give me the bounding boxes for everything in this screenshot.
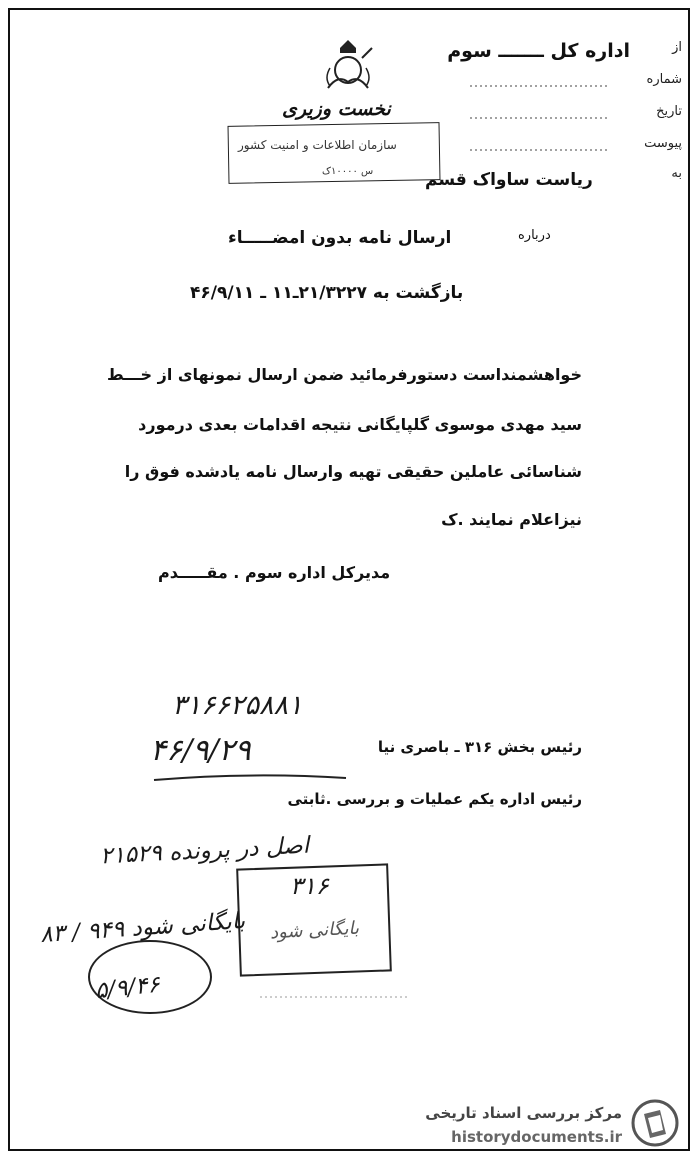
stamp-dotted-line [260, 992, 420, 1002]
body-line-3: شناسائی عاملین حقیقی تهیه وارسال نامه یادشده فوق را [124, 462, 582, 481]
subject-label: درباره [518, 228, 551, 243]
attachment-label: پیوست [644, 136, 682, 151]
archive-stamp-number: ۳۱۶ [290, 872, 329, 900]
from-label: از [672, 40, 682, 55]
from-value: اداره کل ـــــــ سوم [447, 40, 630, 62]
footer-url: historydocuments.ir [451, 1128, 622, 1146]
handwritten-number: ۳۱۶۶۲۵۸۸۱ [172, 690, 303, 721]
reference-number: بازگشت به ۲۱/۳۲۲۷ـ۱۱ ـ ۴۶/۹/۱۱ [190, 283, 464, 303]
subject-value: ارسال نامه بدون امضـــــاء [228, 228, 452, 248]
handwritten-binder-note: بایگانی شود ۹۴۹ / ۸۳ [39, 907, 246, 949]
archive-stamp-text: بایگانی شود [269, 917, 360, 944]
archive-logo-icon [630, 1098, 680, 1148]
header-field-lines [470, 70, 620, 170]
addressee: ریاست ساواک قسم [425, 170, 593, 190]
handwritten-underline [150, 770, 350, 786]
number-label: شماره [646, 72, 682, 87]
handwritten-date: ۴۶/۹/۲۹ [150, 733, 251, 768]
cc-line-1: رئیس بخش ۳۱۶ ـ باصری نیا [377, 738, 582, 756]
to-label: به [671, 166, 682, 181]
handwritten-archive-note: اصل در پرونده ۲۱۵۲۹ [99, 832, 310, 870]
lion-and-sun-emblem-icon [318, 38, 378, 96]
circled-note: ۵/۹/۴۶ [93, 971, 162, 1005]
cc-line-2: رئیس اداره یکم عملیات و بررسی .ثابتی [287, 790, 582, 808]
body-line-1: خواهشمنداست دستورفرمائید ضمن ارسال نمونهای از خـــط [106, 365, 582, 384]
body-line-2: سید مهدی موسوی گلپایگانی نتیجه اقدامات بعدی درمورد [138, 415, 582, 434]
stamp-organization-name: سازمان اطلاعات و امنیت کشور [238, 138, 397, 152]
signature-line: مدیرکل اداره سوم . مقـــــدم [158, 563, 391, 582]
body-line-4: نیزاعلام نمایند .ک [441, 510, 582, 529]
date-label: تاریخ [656, 104, 682, 119]
stamp-code: س ۱۰۰۰۰ک [322, 166, 374, 177]
ministry-title: نخست وزیری [282, 98, 391, 120]
footer-org-name: مرکز بررسی اسناد تاریخی [425, 1104, 622, 1122]
